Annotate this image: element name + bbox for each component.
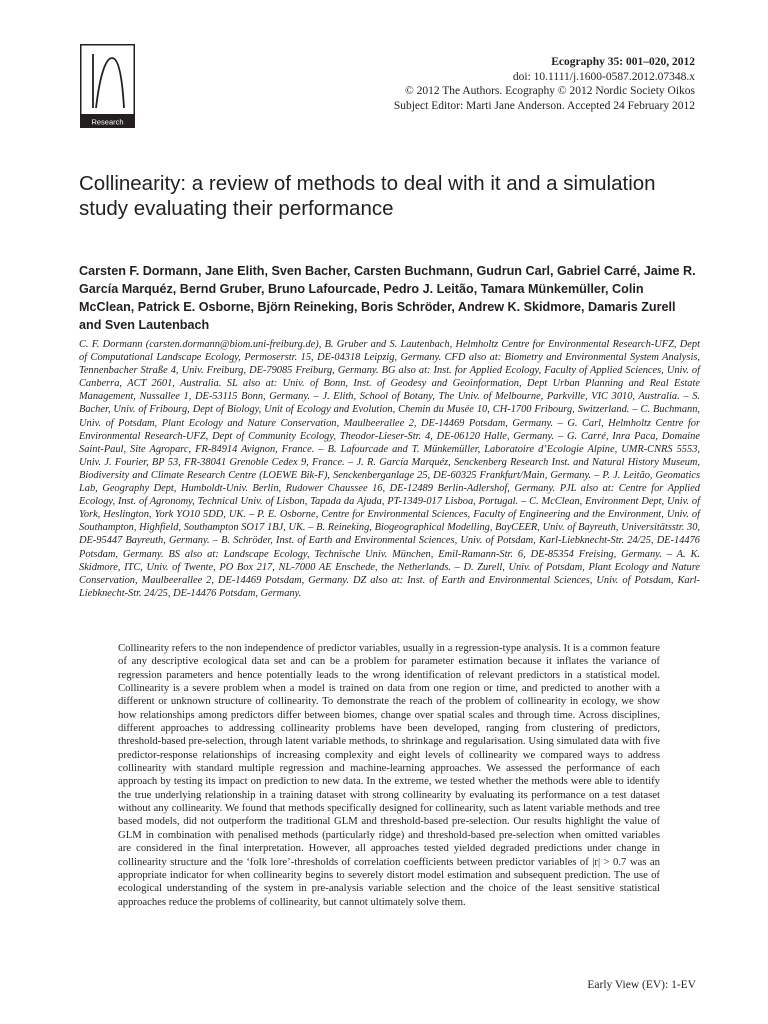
page-footer: Early View (EV): 1-EV [587,979,696,991]
abstract: Collinearity refers to the non independence of predictor variables, usually in a regression-type analysis. It is a common feature of any descriptive ecological data set and can be a problem for parameter estimation because it inflates the variance of regression parameters and hence potentially leads to the wrong identification of relevant predictors in a statistical model. Collinearity is a severe problem when a model is trained on data from one region or time, and predicted to another with a different or unknown structure of collinearity. To demonstrate the reach of the problem of collinearity in ecology, we show how relationships among predictors differ between biomes, change over spatial scales and through time. Across disciplines, different approaches to addressing collinearity problems have been developed, ranging from clustering of predictors, threshold-based pre-selection, through latent variable methods, to shrinkage and regularisation. Using simulated data with five predictor-response relationships of increasing complexity and eight levels of collinearity we compared ways to address collinearity with standard multiple regression and machine-learning approaches. We assessed the performance of each approach by testing its impact on prediction to new data. In the extreme, we tested whether the methods were able to identify the true underlying relationship in a training dataset with strong collinearity by evaluating its performance on a test dataset without any collinearity. We found that methods specifically designed for collinearity, such as latent variable methods and tree based models, did not outperform the traditional GLM and threshold-based pre-selection. Our results highlight the value of GLM in combination with penalised methods (particularly ridge) and threshold-based pre-selection when omitted variables are considered in the final interpretation. However, all approaches tested yielded degraded predictions under change in collinearity structure and the ‘folk lore’-thresholds of correlation coefficients between predictor variables of |r| > 0.7 was an appropriate indicator for when collinearity begins to severely distort model estimation and subsequent prediction. The use of ecological understanding of the system in pre-analysis variable selection and the choice of the least sensitive statistical approaches reduce the problems of collinearity, but cannot ultimately solve them. [118,642,660,908]
journal-info [394,55,695,113]
subject-editor: Subject Editor: Marti Jane Anderson. Accepted 24 February 2012 [393,99,695,112]
journal-citation: Ecography 35: 001–020, 2012 [551,56,695,68]
article-title: Collinearity: a review of methods to deal with it and a simulation study evaluating their performance [79,172,656,220]
journal-logo [80,44,135,128]
doi: doi: 10.1111/j.1600-0587.2012.07348.x [512,70,695,83]
research-logo-icon [80,44,135,128]
copyright: © 2012 The Authors. Ecography © 2012 Nordic Society Oikos [404,85,695,97]
author-list: Carsten F. Dormann, Jane Elith, Sven Bacher, Carsten Buchmann, Gudrun Carl, Gabriel Carré, Jaime R. García Marquéz, Bernd Gruber, Bruno Lafourcade, Pedro J. Leitão, Tamara Münkemüller, Colin McClean, Patrick E. Osborne, Björn Reineking, Boris Schröder, Andrew K. Skidmore, Damaris Zurell and Sven Lautenbach [79,264,696,332]
affiliations: C. F. Dormann (carsten.dormann@biom.uni-freiburg.de), B. Gruber and S. Lautenbach, Helmholtz Centre for Environmental Research-UFZ, Dept of Computational Landscape Ecology, Permoserstr. 15, DE-04318 Leipzig, Germany. CFD also at: Biometry and Environmental System Analysis, Tennenbacher Straße 4, Univ. Freiburg, DE-79085 Freiburg, Germany. BG also at: Inst. for Applied Ecology, Faculty of Applied Sciences, Univ. of Canberra, ACT 2601, Australia. SL also at: Univ. of Bonn, Inst. of Geodesy and Geoinformation, Dept Urban Planning and Real Estate Management, Nussallee 1, DE-53115 Bonn, Germany. – J. Elith, School of Botany, The Univ. of Melbourne, Parkville, VIC 3010, Australia. – S. Bacher, Univ. of Fribourg, Dept of Biology, Unit of Ecology and Evolution, Chemin du Musée 10, CH-1700 Fribourg, Switzerland. – C. Buchmann, Univ. of Potsdam, Plant Ecology and Nature Conservation, Maulbeerallee 2, DE-14469 Potsdam, Germany. – G. Carl, Helmholtz Centre for Environmental Research-UFZ, Dept of Community Ecology, Theodor-Lieser-Str. 4, DE-06120 Halle, Germany. – G. Carré, Inra Paca, Domaine Saint-Paul, Site Agroparc, FR-84914 Avignon, France. – B. Lafourcade and T. Münkemüller, Laboratoire d’Ecologie Alpine, UMR-CNRS 5553, Univ. J. Fourier, BP 53, FR-38041 Grenoble Cedex 9, France. – J. R. García Marquéz, Senckenberg Research Inst. and Natural History Museum, Biodiversity and Climate Research Centre (LOEWE Bik-F), Senckenberganlage 25, DE-60325 Frankfurt/Main, Germany. – P. J. Leitão, Geomatics Lab, Geography Dept, Humboldt-Univ. Berlin, Rudower Chaussee 16, DE-12489 Berlin-Adlershof, Germany. PJL also at: Centre for Applied Ecology, Inst. of Agronomy, Technical Univ. of Lisbon, Tapada da Ajuda, PT-1349-017 Lisboa, Portugal. – C. McClean, Environment Dept, Univ. of York, Heslington, York YO10 5DD, UK. – P. E. Osborne, Centre for Environmental Sciences, Faculty of Engineering and the Environment, Univ. of Southampton, Highfield, Southampton SO17 1BJ, UK. – B. Reineking, Biogeographical Modelling, BayCEER, Univ. of Bayreuth, Universitätsstr. 30, DE-95447 Bayreuth, Germany. – B. Schröder, Inst. of Earth and Environmental Sciences, Univ. of Potsdam, Karl-Liebknecht-Str. 24/25, DE-14476 Potsdam, Germany. BS also at: Landscape Ecology, Technische Univ. München, Emil-Ramann-Str. 6, DE-85354 Freising, Germany. – A. K. Skidmore, ITC, Univ. of Twente, PO Box 217, NL-7000 AE Enschede, the Netherlands. – D. Zurell, Univ. of Potsdam, Plant Ecology and Nature Conservation, Maulbeerallee 2, DE-14469 Potsdam, Germany. DZ also at: Inst. of Earth and Environmental Sciences, Univ. of Potsdam, Karl-Liebknecht-Str. 24/25, DE-14476 Potsdam, Germany. [79,339,700,599]
logo-label: Research [91,117,124,127]
